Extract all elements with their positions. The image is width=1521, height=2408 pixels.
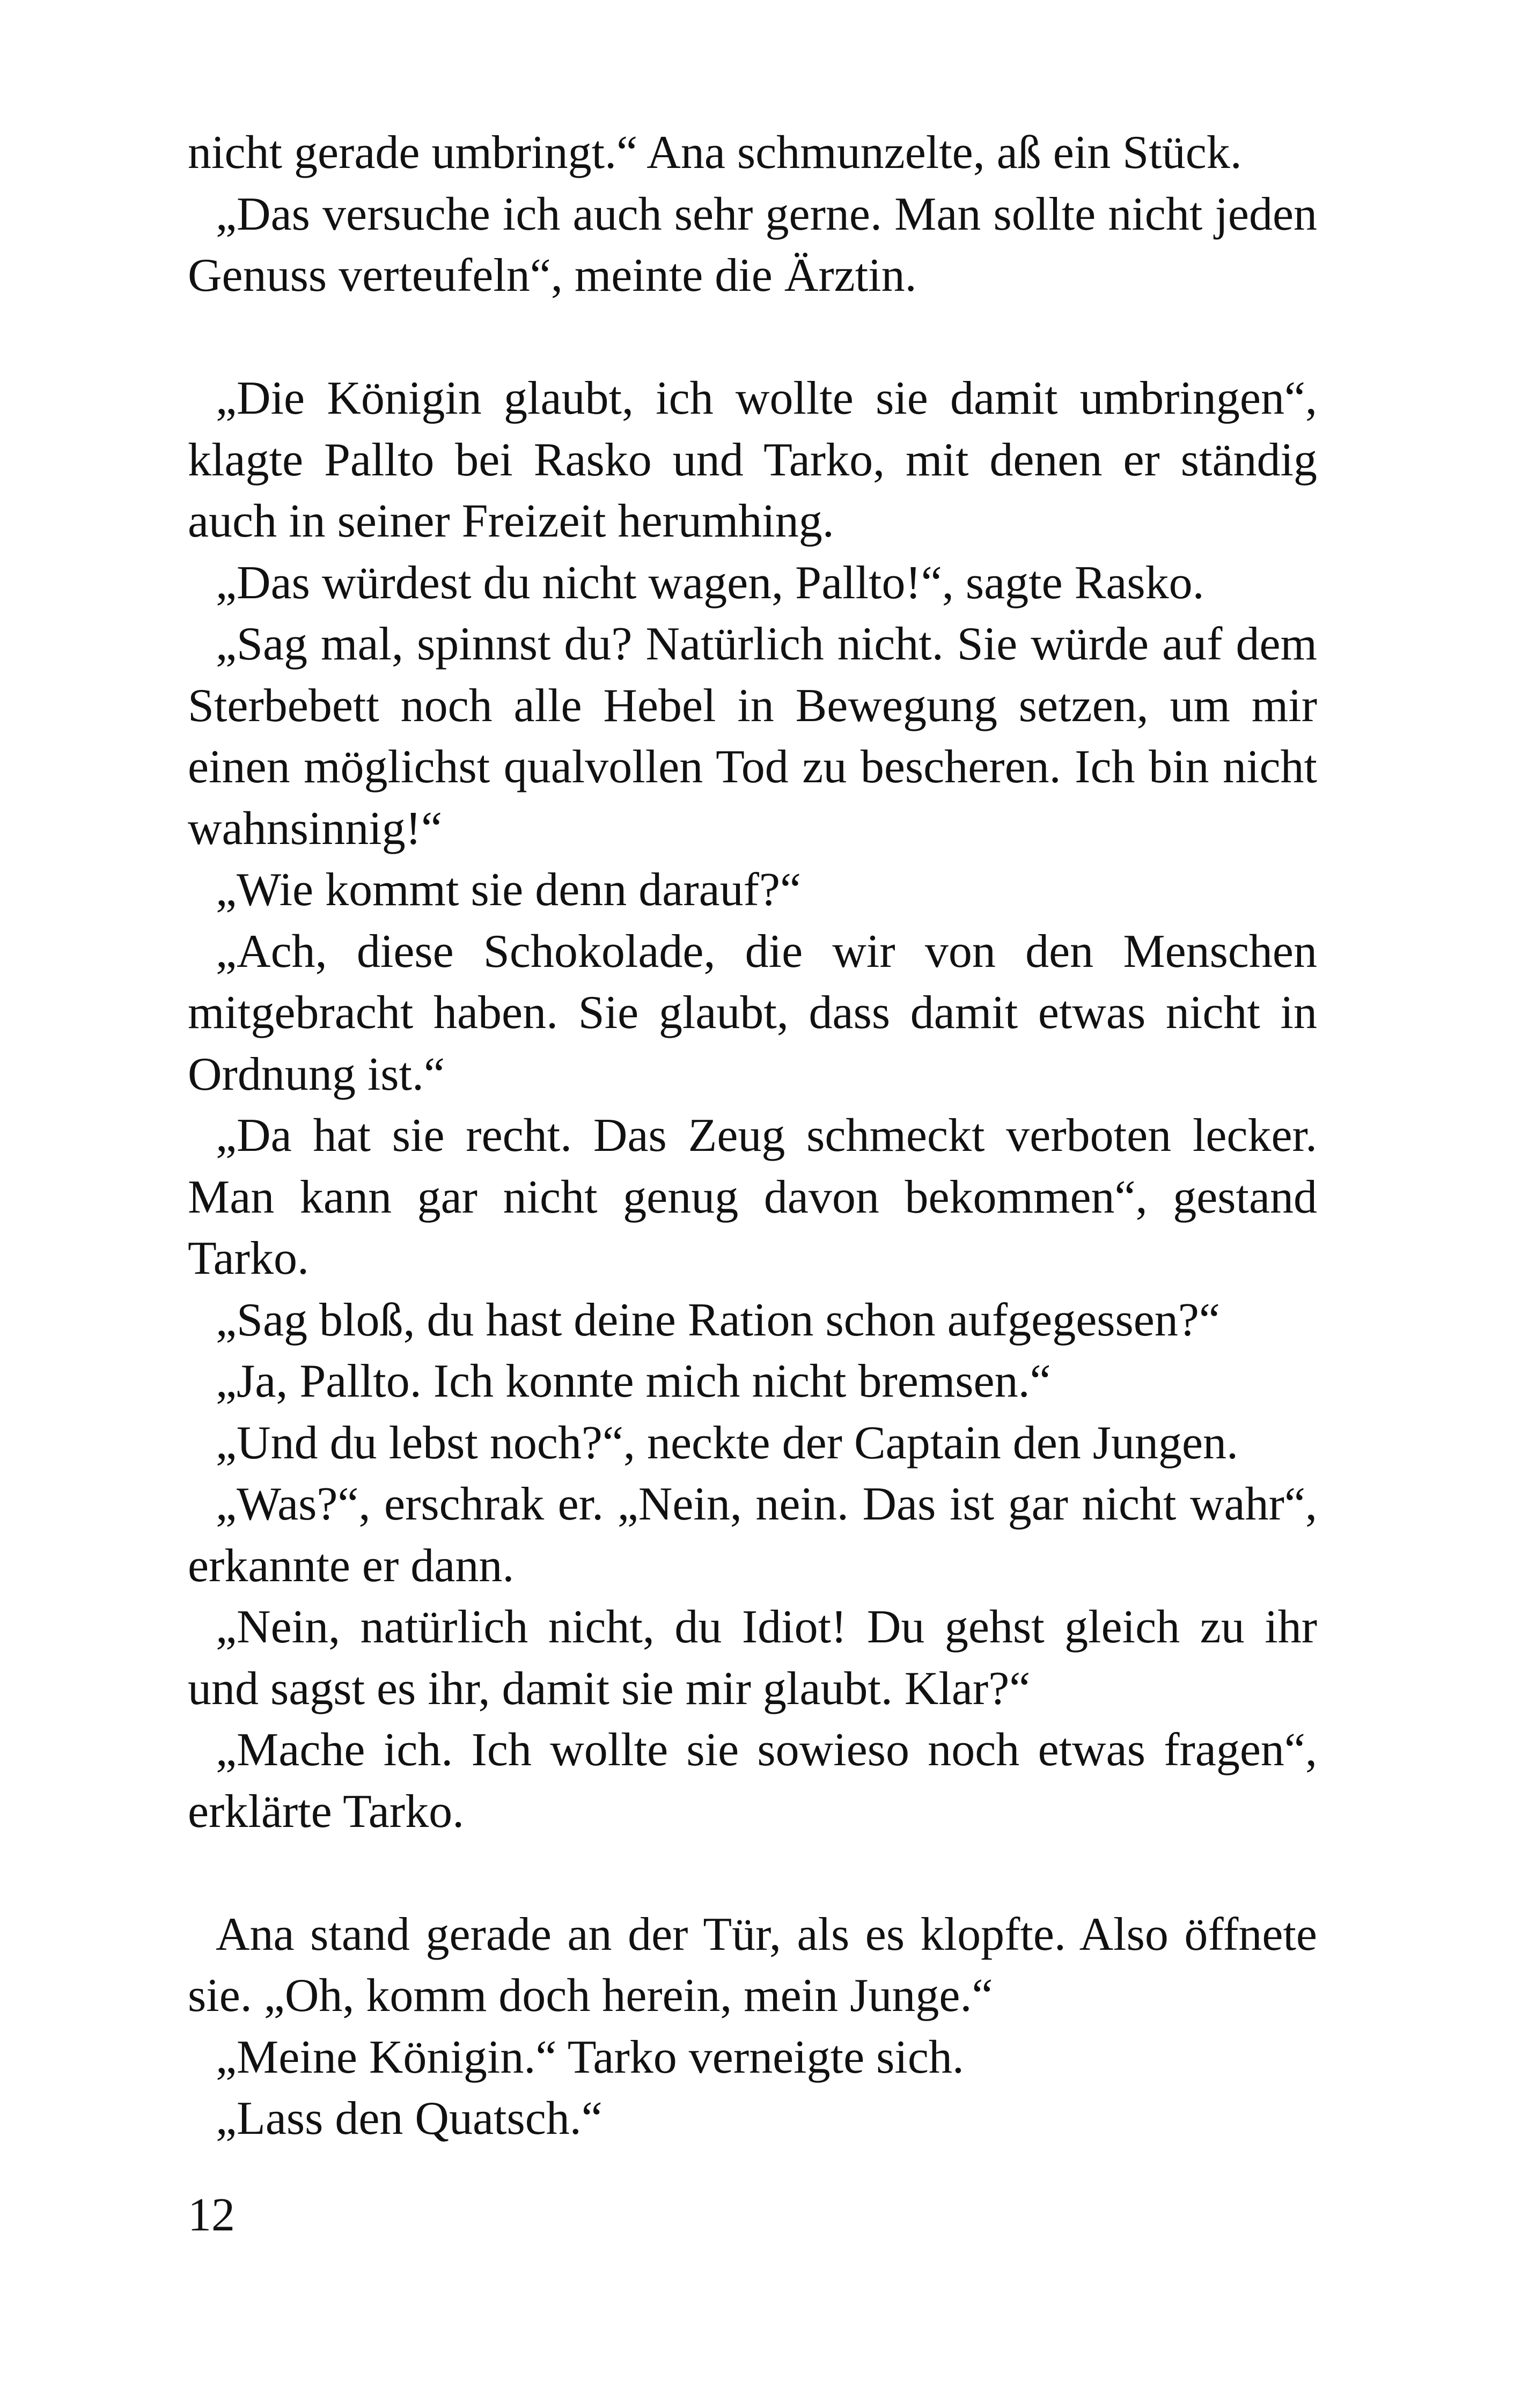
paragraph: „Das versuche ich auch sehr gerne. Man sollte nicht jeden Genuss verteufeln“, meinte die Ärztin.	[188, 188, 1317, 302]
section-break	[188, 307, 1317, 369]
paragraph: „Lass den Quatsch.“	[216, 2093, 602, 2145]
paragraph: „Meine Königin.“ Tarko verneigte sich.	[216, 2031, 964, 2083]
paragraph: „Sag bloß, du hast deine Ration schon aufgegessen?“	[216, 1294, 1220, 1346]
paragraph: nicht gerade umbringt.“ Ana schmunzelte, aß ein Stück.	[188, 127, 1242, 179]
paragraph: „Mache ich. Ich wollte sie sowieso noch etwas fragen“, erklärte Tarko.	[188, 1724, 1317, 1838]
paragraph: „Die Königin glaubt, ich wollte sie damit umbringen“, klagte Pallto bei Rasko und Tarko, mit denen er ständig auch in seiner Freizeit herumhing.	[188, 372, 1317, 547]
paragraph: „Das würdest du nicht wagen, Pallto!“, sagte Rasko.	[216, 556, 1204, 609]
paragraph: „Da hat sie recht. Das Zeug schmeckt verboten lecker. Man kann gar nicht genug davon bekommen“, gestand Tarko.	[188, 1110, 1317, 1284]
paragraph: „Ja, Pallto. Ich konnte mich nicht bremsen.“	[216, 1355, 1051, 1407]
section-break	[188, 1842, 1317, 1904]
paragraph: „Und du lebst noch?“, neckte der Captain den Jungen.	[216, 1416, 1239, 1469]
body-text	[188, 122, 1317, 2150]
page-number: 12	[188, 2189, 235, 2241]
paragraph: „Was?“, erschrak er. „Nein, nein. Das ist gar nicht wahr“, erkannte er dann.	[188, 1478, 1317, 1592]
paragraph: „Sag mal, spinnst du? Natürlich nicht. Sie würde auf dem Sterbebett noch alle Hebel in Bewegung setzen, um mir einen möglichst qualvollen Tod zu bescheren. Ich bin nicht wahnsinnig!“	[188, 618, 1317, 855]
paragraph: Ana stand gerade an der Tür, als es klopfte. Also öffnete sie. „Oh, komm doch herein, mein Junge.“	[188, 1908, 1317, 2022]
paragraph: „Ach, diese Schokolade, die wir von den Menschen mitgebracht haben. Sie glaubt, dass damit etwas nicht in Ordnung ist.“	[188, 925, 1317, 1100]
paragraph: „Nein, natürlich nicht, du Idiot! Du gehst gleich zu ihr und sagst es ihr, damit sie mir glaubt. Klar?“	[188, 1601, 1317, 1715]
paragraph: „Wie kommt sie denn darauf?“	[216, 864, 802, 916]
